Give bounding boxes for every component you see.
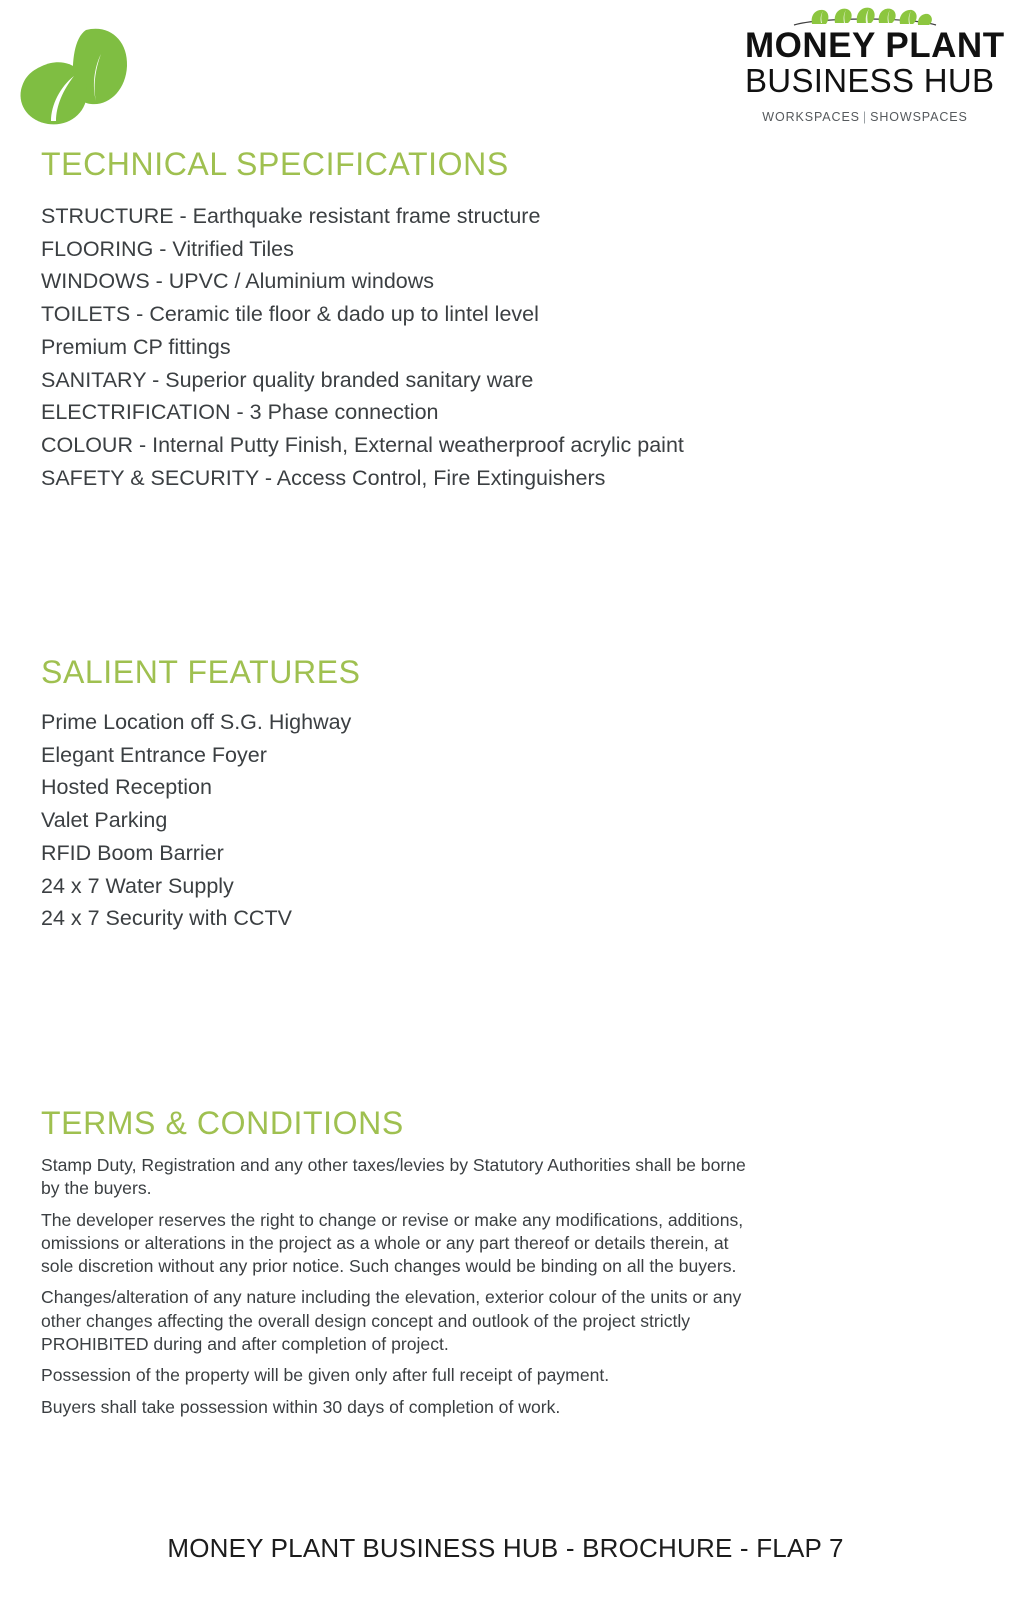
tagline-separator: | — [862, 109, 868, 124]
spec-line: COLOUR - Internal Putty Finish, External weatherproof acrylic paint — [41, 432, 684, 457]
company-logo — [745, 4, 1005, 124]
two-leaves-icon — [8, 22, 158, 127]
terms-paragraph: Stamp Duty, Registration and any other taxes/levies by Statutory Authorities shall be borne by the buyers. — [41, 1155, 746, 1199]
spec-line: FLOORING - Vitrified Tiles — [41, 236, 294, 261]
tagline-showspaces: SHOWSPACES — [870, 109, 968, 124]
spec-line: Premium CP fittings — [41, 334, 231, 359]
spec-line: SAFETY & SECURITY - Access Control, Fire Extinguishers — [41, 465, 606, 490]
logo-title-line2: BUSINESS HUB — [745, 62, 995, 99]
feature-line: Hosted Reception — [41, 775, 212, 800]
terms-and-conditions-body — [41, 1154, 753, 1419]
spec-line: STRUCTURE - Earthquake resistant frame structure — [41, 204, 541, 228]
leaf-logo-mark — [8, 22, 158, 127]
heading-terms-and-conditions: TERMS & CONDITIONS — [41, 1105, 404, 1141]
terms-paragraph: The developer reserves the right to change or revise or make any modifications, additions, omissions or alterations in the project as a whole or any part thereof or details therein, at sole discretion without any prior notice. Such changes would be binding on all the buyers. — [41, 1209, 744, 1277]
feature-line: RFID Boom Barrier — [41, 840, 224, 865]
terms-paragraph: Possession of the property will be given only after full receipt of payment. — [41, 1365, 610, 1386]
page-footer: MONEY PLANT BUSINESS HUB - BROCHURE - FLAP 7 — [167, 1533, 844, 1563]
terms-paragraph: Changes/alteration of any nature including the elevation, exterior colour of the units or any other changes affecting the overall design concept and outlook of the project strictly PROHIBITED during and after completion of project. — [41, 1287, 742, 1355]
spec-line: ELECTRIFICATION - 3 Phase connection — [41, 400, 439, 425]
feature-line: Prime Location off S.G. Highway — [41, 710, 352, 734]
logo-title-line1: MONEY PLANT — [745, 26, 1005, 65]
logo-tagline — [745, 110, 985, 124]
tagline-workspaces: WORKSPACES — [762, 109, 860, 124]
spec-line: SANITARY - Superior quality branded sanitary ware — [41, 367, 534, 392]
feature-line: 24 x 7 Security with CCTV — [41, 906, 292, 931]
heading-salient-features: SALIENT FEATURES — [41, 654, 361, 690]
feature-line: Elegant Entrance Foyer — [41, 742, 267, 767]
spec-line: WINDOWS - UPVC / Aluminium windows — [41, 269, 435, 294]
salient-features-list — [41, 706, 941, 935]
feature-line: Valet Parking — [41, 808, 168, 833]
technical-specifications-list — [41, 200, 941, 494]
feature-line: 24 x 7 Water Supply — [41, 873, 234, 898]
spec-line: TOILETS - Ceramic tile floor & dado up to lintel level — [41, 302, 539, 327]
terms-paragraph: Buyers shall take possession within 30 days of completion of work. — [41, 1396, 561, 1417]
heading-technical-specifications: TECHNICAL SPECIFICATIONS — [41, 146, 509, 182]
